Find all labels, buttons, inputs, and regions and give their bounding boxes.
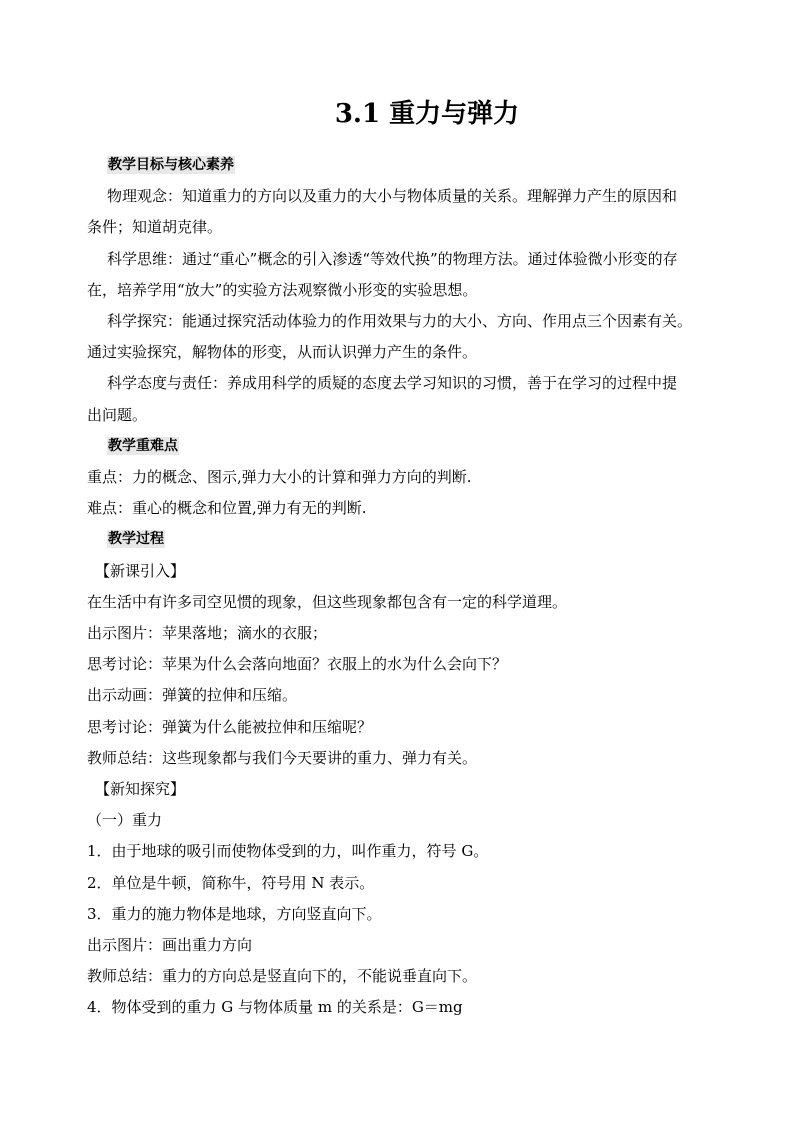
text-line: 思考讨论：苹果为什么会落向地面？衣服上的水为什么会向下？ — [87, 655, 508, 674]
subsection-heading-intro: 【新课引入】 — [95, 561, 186, 580]
text-line: 出示图片：画出重力方向 — [87, 936, 253, 955]
text-line: 科学探究：能通过探究活动体验力的作用效果与力的大小、方向、作用点三个因素有关。 — [107, 312, 693, 331]
section-heading-difficulties: 教学重难点 — [108, 437, 178, 454]
text-line: 出示动画：弹簧的拉伸和压缩。 — [87, 686, 298, 705]
text-line: 条件；知道胡克律。 — [87, 218, 223, 237]
page-title: 3.1 重力与弹力 — [334, 99, 520, 129]
key-point-text: 重点：力的概念、图示,弹力大小的计算和弹力方向的判断. — [87, 468, 472, 487]
subsection-heading-gravity: （一）重力 — [87, 811, 163, 830]
section-heading-process: 教学过程 — [108, 531, 164, 548]
paragraph-physics-concept — [107, 181, 727, 212]
document-page — [87, 92, 727, 1024]
text-line: 教师总结：重力的方向总是竖直向下的，不能说垂直向下。 — [87, 967, 478, 986]
text-line: 出问题。 — [87, 405, 148, 424]
text-line: 思考讨论：弹簧为什么能被拉伸和压缩呢？ — [87, 717, 373, 736]
list-item: 2．单位是牛顿，简称牛，符号用 N 表示。 — [87, 873, 375, 892]
text-line: 在生活中有许多司空见惯的现象，但这些现象都包含有一定的科学道理。 — [87, 592, 568, 611]
list-item: 4．物体受到的重力 G 与物体质量 m 的关系是：G＝mg — [87, 998, 463, 1017]
text-line: 物理观念：知道重力的方向以及重力的大小与物体质量的关系。理解弹力产生的原因和 — [107, 187, 678, 206]
subsection-heading-explore: 【新知探究】 — [95, 780, 186, 799]
text-line: 在，培养学用“放大”的实验方法观察微小形变的实验思想。 — [87, 280, 478, 299]
section-heading-goals: 教学目标与核心素养 — [108, 157, 234, 173]
text-line: 科学态度与责任：养成用科学的质疑的态度去学习知识的习惯，善于在学习的过程中提 — [107, 374, 678, 393]
text-line: 出示图片：苹果落地；滴水的衣服； — [87, 624, 328, 643]
list-item: 3．重力的施力物体是地球，方向竖直向下。 — [87, 904, 382, 923]
difficult-point-text: 难点：重心的概念和位置,弹力有无的判断. — [87, 499, 367, 518]
list-item: 1．由于地球的吸引而使物体受到的力，叫作重力，符号 G。 — [87, 842, 489, 861]
text-line: 科学思维：通过“重心”概念的引入渗透“等效代换”的物理方法。通过体验微小形变的存 — [107, 249, 678, 268]
text-line: 教师总结：这些现象都与我们今天要讲的重力、弹力有关。 — [87, 748, 478, 767]
text-line: 通过实验探究，解物体的形变，从而认识弹力产生的条件。 — [87, 343, 478, 362]
